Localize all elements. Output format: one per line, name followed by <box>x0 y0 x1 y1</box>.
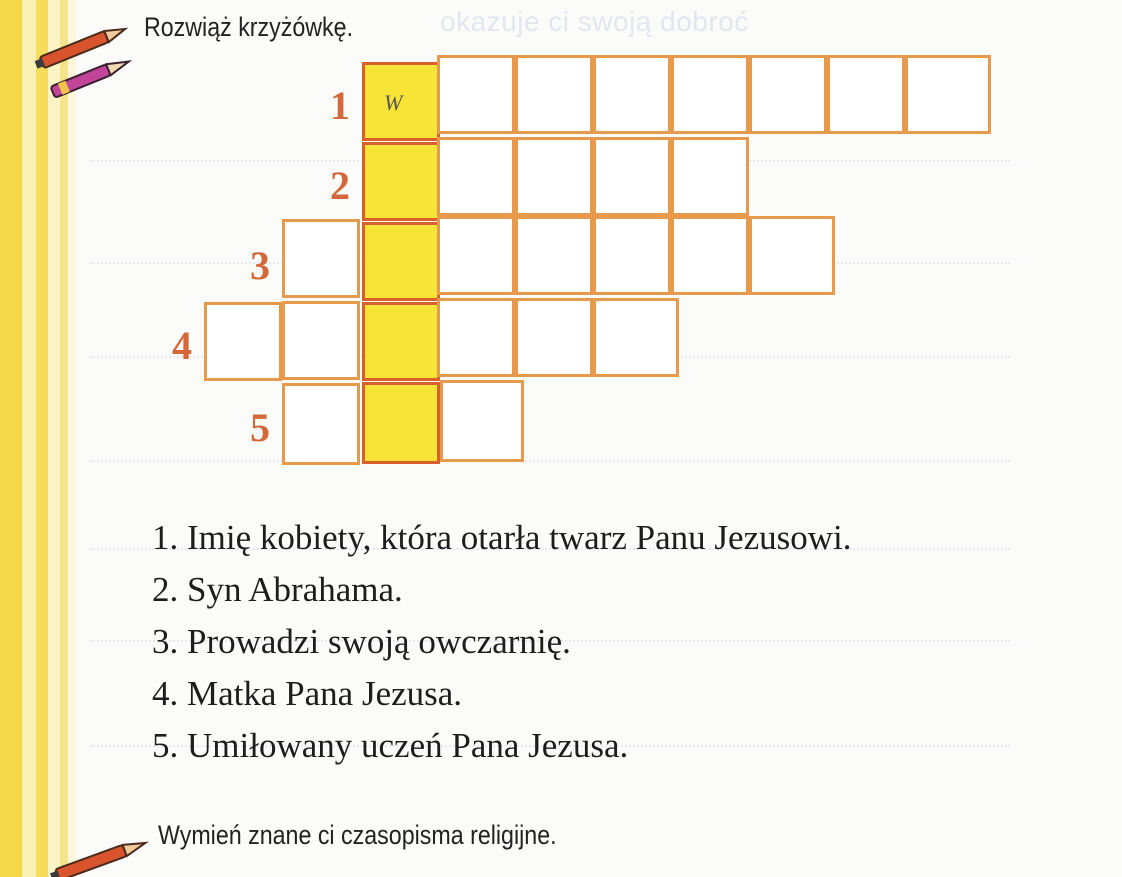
clue-item: 3. Prowadzi swoją owczarnię. <box>152 622 571 661</box>
crossword-cell[interactable] <box>671 216 749 295</box>
crossword-cell[interactable] <box>593 298 679 377</box>
pencil-entry: W <box>384 90 403 115</box>
decorative-stripe <box>60 0 68 877</box>
crossword-cell-highlighted[interactable] <box>362 302 440 381</box>
clue-item: 1. Imię kobiety, która otarła twarz Panu Jezusowi. <box>152 518 852 557</box>
clue-item: 2. Syn Abrahama. <box>152 570 403 609</box>
crossword-cell[interactable] <box>437 298 515 377</box>
clue-item: 5. Umiłowany uczeń Pana Jezusa. <box>152 726 629 765</box>
row-number: 4 <box>172 323 192 368</box>
clue-list <box>152 512 851 772</box>
crossword-cell[interactable] <box>593 137 671 216</box>
crossword-cell[interactable] <box>282 219 360 298</box>
crossword-cell[interactable] <box>905 55 991 134</box>
pencil-pen-icon <box>28 14 146 104</box>
dotted-line <box>90 460 1010 462</box>
crossword-cell[interactable] <box>749 55 827 134</box>
row-number: 3 <box>250 243 270 288</box>
crossword-cell[interactable] <box>827 55 905 134</box>
row-number: 1 <box>330 83 350 128</box>
decorative-stripe <box>68 0 76 877</box>
crossword-cell[interactable] <box>282 383 360 465</box>
clue-item: 4. Matka Pana Jezusa. <box>152 674 463 713</box>
crossword-cell[interactable] <box>593 216 671 295</box>
crossword-cell[interactable] <box>671 137 749 216</box>
bleed-through-text: okazuje ci swoją dobroć <box>440 6 749 37</box>
crossword-cell[interactable] <box>593 55 671 134</box>
crossword-cell-highlighted[interactable] <box>362 222 440 301</box>
crossword-cell[interactable] <box>515 216 593 295</box>
crossword-cell[interactable] <box>671 55 749 134</box>
decorative-stripe <box>22 0 36 877</box>
row-number: 5 <box>250 405 270 450</box>
task-title: Wymień znane ci czasopisma religijne. <box>158 820 557 850</box>
crossword-cell[interactable] <box>515 298 593 377</box>
row-number: 2 <box>330 163 350 208</box>
task-title: Rozwiąż krzyżówkę. <box>144 12 354 42</box>
crossword-cell-highlighted[interactable] <box>362 142 440 221</box>
pencil-pen-icon <box>44 832 156 877</box>
crossword-cell[interactable] <box>204 302 282 381</box>
crossword-cell[interactable] <box>282 301 360 380</box>
crossword-cell[interactable] <box>437 55 515 134</box>
crossword-cell[interactable] <box>515 55 593 134</box>
decorative-stripe <box>0 0 22 877</box>
crossword-cell[interactable] <box>437 137 515 216</box>
crossword-cell-highlighted[interactable] <box>362 382 440 464</box>
crossword-cell[interactable] <box>515 137 593 216</box>
crossword-cell[interactable] <box>437 216 515 295</box>
crossword-cell[interactable] <box>440 380 524 462</box>
decorative-stripe <box>48 0 60 877</box>
crossword-cell[interactable] <box>749 216 835 295</box>
decorative-stripe <box>36 0 48 877</box>
